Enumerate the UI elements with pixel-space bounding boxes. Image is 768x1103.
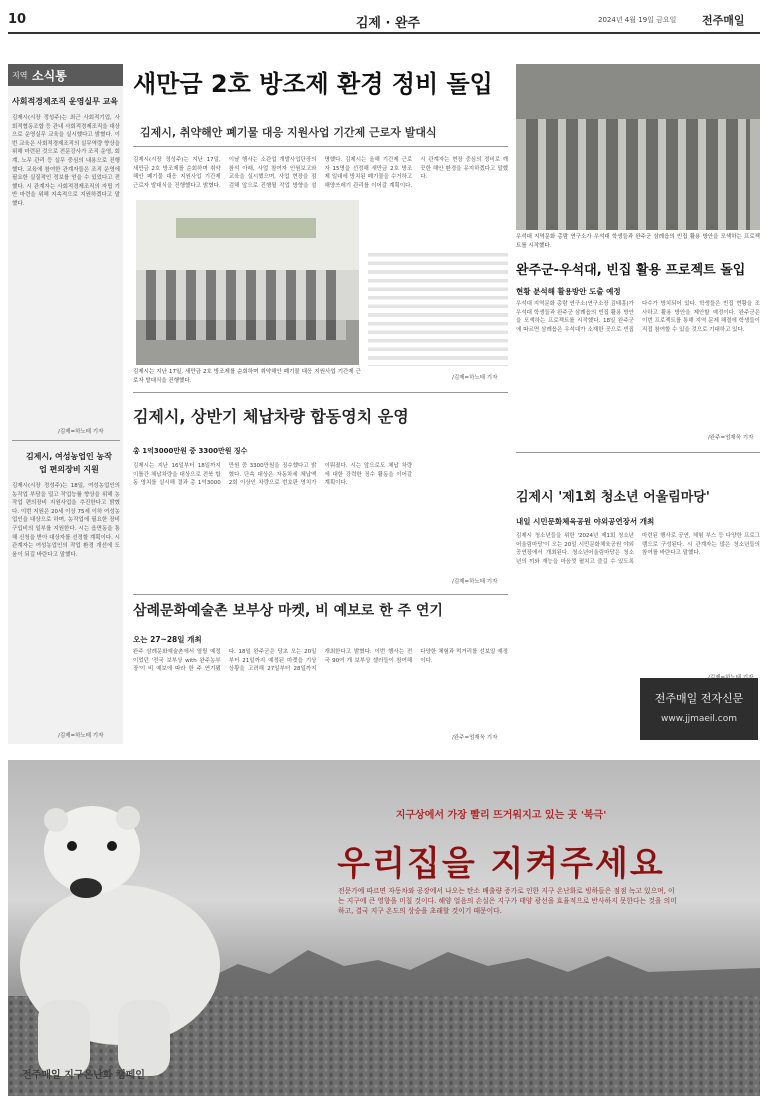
- photo-building: [516, 64, 760, 119]
- sidebar-article-body: 김제시(시장 정성주)는 최근 사회적기업, 사회적협동조합 등 관내 사회적경제조직을 대상으로 운영실무 교육을 실시했다고 밝혔다. 이번 교육은 사회적경제조직의 실무역량 향상을 위해 마련된 것으로 전문강사가 조직 운영, 회계, 노무 관리 등 실무 중심의 내용으로 진행했다. 교육에 참여한 관계자들은 조직 운영에 필요한 실질적인 정보를 얻을 수 있었다고 전했다. 시 관계자는 사회적경제조직의 자립 기반 마련을 위해 지속적으로 지원하겠다고 말했다.: [12, 115, 120, 207]
- sidebar-article-body: 김제시(시장 정성주)는 18일, 여성농업인의 농작업 부담을 덜고 작업능률 향상을 위해 농작업 편의장비 지원사업을 추진한다고 밝혔다. 이번 지원은 20세 이상 75세 이하 여성농업인을 대상으로 하며, 농작업에 필요한 장비 구입비의 일부를 지원한다. 시는 읍면동을 통해 신청을 받아 대상자를 선정할 계획이다. 시 관계자는 여성농업인의 작업 환경 개선에 도움이 되길 바란다고 말했다.: [12, 483, 120, 558]
- lead-photo-caption: 김제시는 지난 17일, 새만금 2호 방조제를 순회하며 취약해안 폐기물 대응 지원사업 기간제 근로자 발대식을 진행했다.: [133, 369, 361, 384]
- section-rule: [133, 392, 508, 393]
- youth-headline: 김제시 '제1회 청소년 어울림마당': [516, 490, 710, 505]
- lead-body: 김제시(시장 정성주)는 지난 17일, 새만금 2호 방조제를 순회하며 취약해안 폐기물 대응 지원사업 기간제 근로자 발대식을 진행했다고 밝혔다. 이날 행사는 소관업 개발사업단장의 참석 아래, 사업 참여자 인원보고와 교육을 실시했으며, 사업 현장을 점검해 앞으로 진행될 작업 방향을 설명했다. 김제시는 올해 기간제 근로자 15명을 선정해 새만금 2호 방조제 일대에 방치된 폐기물을 수거하고 해양쓰레기 관리를 이어갈 계획이다. 시 관계자는 현장 중심의 정비로 깨끗한 해안 환경을 유지하겠다고 말했다.: [133, 157, 508, 189]
- sidebar-article-headline: 사회적경제조직 운영실무 교육: [12, 97, 119, 106]
- middle-byline: /김제=하노태 기자: [452, 579, 498, 585]
- ad-copy: 전문가에 따르면 자동차와 공장에서 나오는 탄소 배출량 증가로 인한 지구 온난화로 빙하들은 점점 녹고 있으며, 이는 지구에 큰 영향을 미칠 것이다. 해양 얼음의 손실은 지구가 태양 광선을 효율적으로 반사하지 못한다는 것을 의미하고, 결국 지구 온도의 상승을 초래할 것이기 때문이다.: [338, 887, 677, 915]
- sidebar-tag: 지역: [12, 71, 28, 80]
- sidebar-article-headline: 김제시, 여성농업인 농작업 편의장비 지원: [26, 452, 112, 474]
- culture-headline: 삼례문화예술촌 보부상 마켓, 비 예보로 한 주 연기: [133, 603, 443, 619]
- lead-headline: 새만금 2호 방조제 환경 정비 돌입: [133, 70, 493, 98]
- right-byline: /완주=엄재욱 기자: [708, 435, 754, 441]
- sidebar-article-byline: /김제=하노태 기자: [58, 429, 104, 435]
- section-title: 김제 · 완주: [355, 16, 421, 31]
- photo-people: [146, 270, 346, 340]
- promo-url[interactable]: www.jjmaeil.com: [660, 714, 738, 724]
- lead-subhead: 김제시, 취약해안 폐기물 대응 지원사업 기간제 근로자 발대식: [140, 126, 437, 139]
- right-headline: 완주군-우석대, 빈집 활용 프로젝트 돌입: [516, 263, 746, 278]
- middle-subhead: 총 1억3000만원 중 3300만원 징수: [133, 447, 248, 455]
- youth-subhead: 내일 시민문화체육공원 야외공연장서 개최: [516, 517, 655, 526]
- right-photo-caption: 우석대 지역문화 총람 연구소가 우석대 학생들과 완주군 삼례읍의 빈집 활용 방안을 모색하는 프로젝트를 시작했다.: [516, 234, 760, 249]
- right-body: 우석대 지역문화 총람 연구소(연구소장 김태흥)가 우석대 학생들과 완주군 삼례읍의 빈집 활용 방안을 모색하는 프로젝트를 시작했다. 18일 완주군에 따르면 삼례읍은 우석대가 소재한 곳으로 빈집 다수가 방치되어 있다. 학생들은 빈집 현황을 조사하고 활용 방안을 제안할 예정이다. 완주군은 이번 프로젝트를 통해 지역 문제 해결에 학생들이 직접 참여할 수 있을 것으로 기대하고 있다.: [516, 301, 760, 333]
- lead-body-side: [368, 248, 508, 366]
- sidebar-divider: [12, 440, 120, 441]
- right-photo: [516, 64, 760, 230]
- polar-bear-illustration: [8, 760, 238, 1090]
- sidebar-news: [8, 64, 123, 744]
- middle-headline: 김제시, 상반기 체납차량 합동영치 운영: [133, 407, 409, 426]
- lead-byline: /김제=하노태 기자: [452, 375, 498, 381]
- sidebar-article-byline: /김제=하노태 기자: [58, 733, 104, 739]
- ad-tagline: 지구상에서 가장 빨리 뜨거워지고 있는 곳 '북극': [395, 810, 607, 821]
- issue-date: 2024년 4월 19일 금요일: [598, 16, 677, 24]
- page-number: 10: [8, 12, 27, 27]
- lead-sub-rule: [133, 146, 508, 147]
- ad-slogan: 우리집을 지켜주세요: [337, 844, 665, 884]
- e-paper-promo[interactable]: [640, 678, 758, 740]
- lead-photo: [136, 200, 359, 365]
- sidebar-header: [8, 64, 123, 86]
- right-subhead: 현황 분석해 활용방안 도출 예정: [516, 287, 621, 296]
- paper-name: 전주매일: [702, 14, 745, 27]
- photo-crowd: [526, 119, 750, 230]
- middle-body: 김제시는 지난 16일부터 18일까지 이틀간 체납차량을 대상으로 전북 합동 영치를 실시해 결과 총 1억3000만원 중 3300만원을 징수했다고 밝혔다. 단속 대상은 자동차세 체납액 2회 이상인 차량으로 번호판 영치가 이뤄졌다. 시는 앞으로도 체납 차량에 대한 강력한 징수 활동을 이어갈 계획이다.: [133, 463, 413, 487]
- photo-banner: [176, 218, 316, 238]
- youth-body: 김제시 청소년들을 위한 '2024년 제1회 청소년어울림마당'이 오는 20일 시민문화체육공원 야외공연장에서 개최된다. 청소년어울림마당은 청소년의 끼와 재능을 마음껏 펼치고 즐길 수 있도록 마련된 행사로 공연, 체험 부스 등 다양한 프로그램으로 구성된다. 시 관계자는 많은 청소년들의 참여를 바란다고 말했다.: [516, 533, 760, 565]
- promo-title: 전주매일 전자신문: [654, 692, 744, 705]
- climate-ad: [8, 760, 760, 1096]
- section-rule: [516, 452, 760, 453]
- culture-subhead: 오는 27~28일 개최: [133, 635, 202, 644]
- sidebar-title: 소식통: [32, 69, 67, 83]
- page-header: [8, 10, 760, 34]
- culture-body: 완주 삼례문화예술촌에서 열릴 예정이었던 '전국 보부상 with 완주농부장'이 비 예보에 따라 한 주 연기됐다. 18일 완주군은 당초 오는 20일부터 21일까지 예정된 마켓을 기상 상황을 고려해 27일부터 28일까지 개최한다고 밝혔다. 이번 행사는 전국 90여 개 보부상 셀러들이 참여해 다양한 체험과 먹거리를 선보일 예정이다.: [133, 649, 508, 673]
- section-rule: [133, 594, 508, 595]
- culture-byline: /완주=엄재욱 기자: [452, 735, 498, 741]
- ad-sponsor: 전주매일 지구온난화 캠페인: [22, 1070, 145, 1081]
